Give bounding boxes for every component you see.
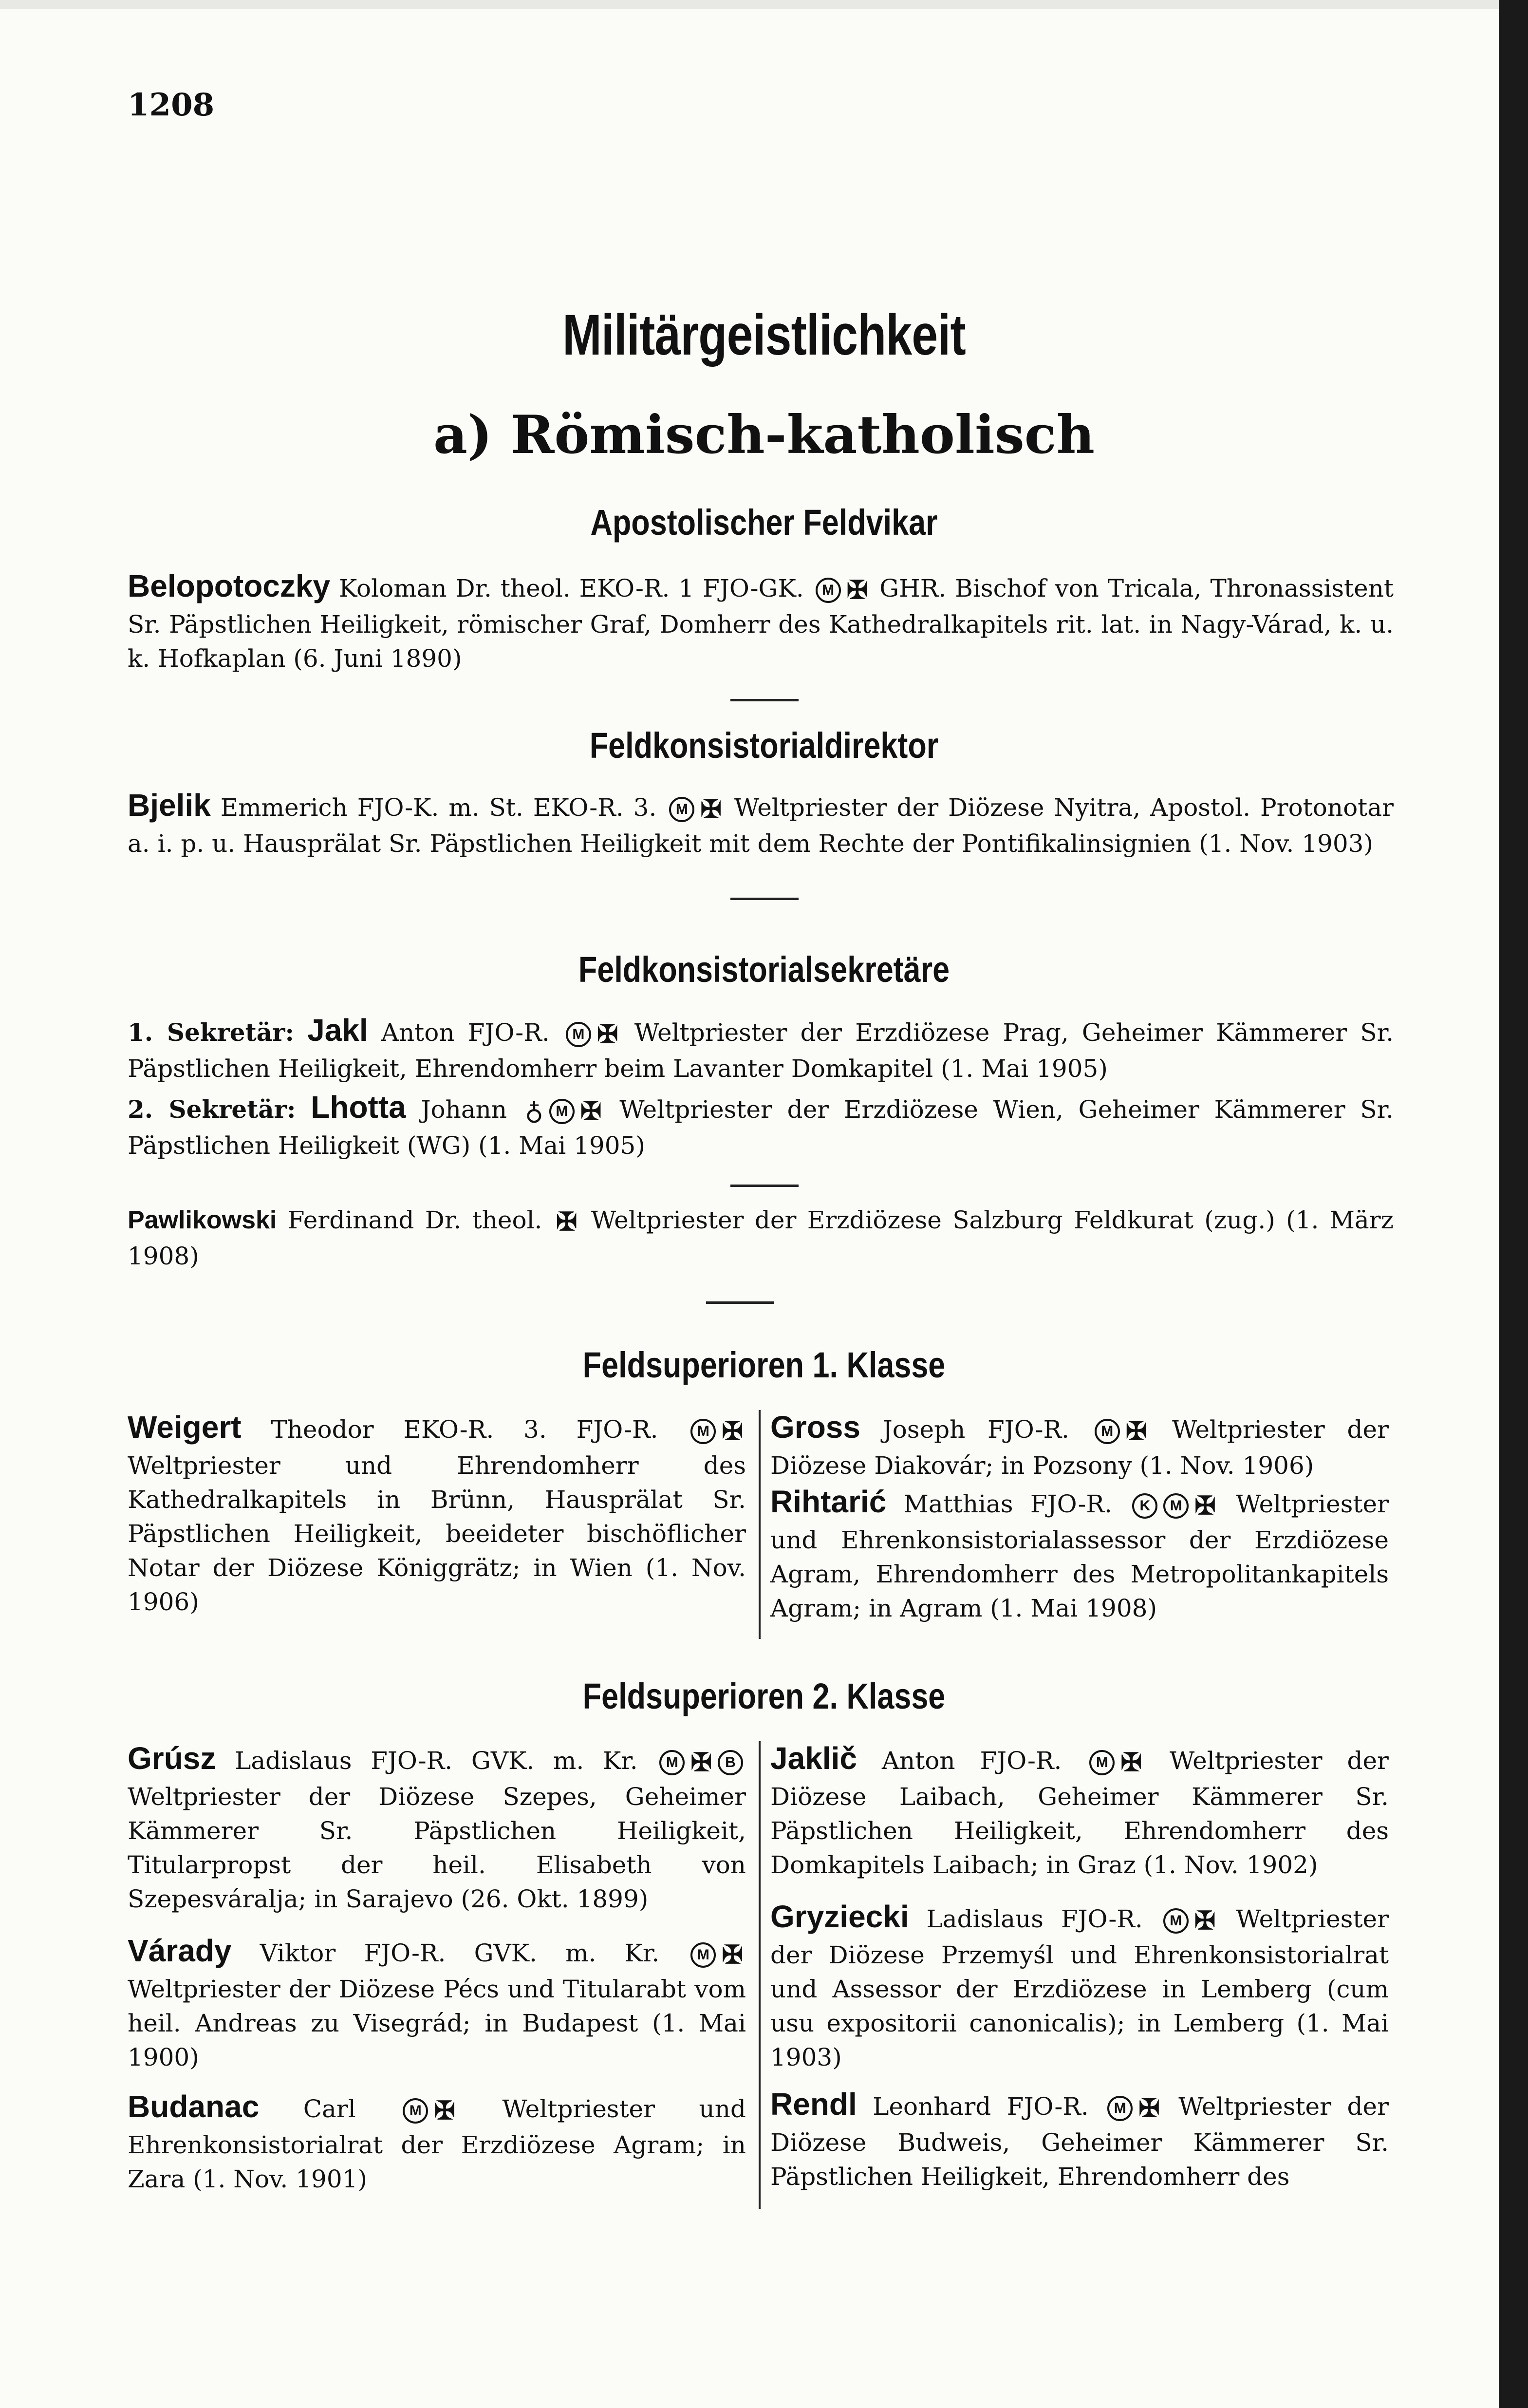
m-symbol-icon: M: [1107, 2096, 1133, 2121]
entry-text: Weltpriester der Erzdiözese Wien, Geheimer Kämmerer Sr. Päpstlichen Heiligkeit (WG) (1. Mai 1905): [128, 1095, 1394, 1160]
section-title-feldvikar: Apostolischer Feldvikar: [590, 502, 938, 543]
b-symbol-icon: B: [718, 1750, 743, 1775]
m-symbol-icon: M: [690, 1419, 716, 1444]
entry-bjelik: [128, 788, 1394, 861]
entry-text: Ladislaus FJO-R.: [926, 1905, 1143, 1933]
page-subtitle: a) Römisch-katholisch: [433, 404, 1095, 466]
cross-icon: ✠: [596, 1019, 618, 1049]
cross-icon: ✠: [722, 1940, 743, 1970]
column-divider: [759, 1410, 761, 1639]
entry-text: Anton FJO-R.: [381, 1018, 550, 1047]
entry-text: Weltpriester der Erzdiözese Prag, Geheimer Kämmerer Sr. Päpstlichen Heiligkeit, Ehrendomherr beim Lavanter Domkapitel (1. Mai 1905): [128, 1018, 1394, 1083]
entry-text: Johann: [421, 1095, 507, 1124]
entry-text: Weltpriester der Diözese Pécs und Titularabt vom heil. Andreas zu Visegrád; in Budapest (1. Mai 1900): [128, 1975, 746, 2071]
entry-text: Weltpriester und Ehrenkonsistorialassessor der Erzdiözese Agram, Ehrendomherr des Metropolitankapitels Agram; in Agram (1. Mai 1908): [770, 1490, 1389, 1622]
entry-label: 1. Sekretär:: [128, 1018, 294, 1047]
entry-text: Weltpriester der Diözese Szepes, Geheimer Kämmerer Sr. Päpstlichen Heiligkeit, Titularpropst der heil. Elisabeth von Szepesváralja; in Sarajevo (26. Okt. 1899): [128, 1783, 746, 1913]
entry-jaklic: [770, 1741, 1389, 1882]
entry-text: Ladislaus FJO-R. GVK. m. Kr.: [235, 1747, 638, 1775]
entry-gross: [770, 1410, 1389, 1483]
cross-icon: ✠: [580, 1096, 602, 1126]
page-title: Militärgeistlichkeit: [562, 303, 966, 367]
entry-text: Weltpriester und Ehrenkonsistorialrat der Erzdiözese Agram; in Zara (1. Nov. 1901): [128, 2095, 746, 2193]
m-symbol-icon: M: [1095, 1419, 1120, 1444]
entry-text: Weltpriester der Diözese Diakovár; in Pozsony (1. Nov. 1906): [770, 1415, 1389, 1480]
divider: [706, 1301, 774, 1304]
m-symbol-icon: M: [1089, 1750, 1115, 1775]
scan-edge-right: [1499, 0, 1528, 2408]
m-symbol-icon: M: [403, 2098, 428, 2124]
k-symbol-icon: K: [1132, 1493, 1157, 1519]
page-number: 1208: [128, 87, 215, 123]
entry-rihtaric: [770, 1485, 1389, 1625]
m-symbol-icon: M: [1163, 1493, 1189, 1519]
cross-icon: ✠: [1125, 1416, 1147, 1446]
entry-text: Joseph FJO-R.: [882, 1415, 1070, 1444]
entry-text: Anton FJO-R.: [881, 1747, 1062, 1775]
entry-name: Jakl: [307, 1013, 368, 1048]
m-symbol-icon: M: [690, 1942, 716, 1968]
section-title-direktor: Feldkonsistorialdirektor: [589, 725, 939, 766]
entry-name: Lhotta: [311, 1090, 406, 1125]
entry-rendl: [770, 2087, 1389, 2194]
entry-name: Gryziecki: [770, 1899, 909, 1934]
entry-jakl: [128, 1013, 1394, 1086]
entry-varady: [128, 1934, 746, 2074]
m-symbol-icon: M: [659, 1750, 685, 1775]
m-symbol-icon: M: [549, 1099, 575, 1124]
m-symbol-icon: M: [669, 797, 694, 822]
cross-icon: ✠: [1194, 1906, 1216, 1936]
entry-belopotoczky: [128, 569, 1394, 676]
entry-gryziecki: [770, 1900, 1389, 2074]
entry-budanac: [128, 2089, 746, 2196]
entry-text: Weltpriester der Diözese Laibach, Geheimer Kämmerer Sr. Päpstlichen Heiligkeit, Ehrendomherr des Domkapitels Laibach; in Graz (1. Nov. 1902): [770, 1747, 1389, 1879]
scan-edge-top: [0, 0, 1528, 9]
m-symbol-icon: M: [816, 578, 841, 603]
entry-grusz: [128, 1741, 746, 1916]
cross-icon: ✠: [1194, 1491, 1216, 1521]
entry-text: Viktor FJO-R. GVK. m. Kr.: [260, 1939, 660, 1967]
entry-text: Weltpriester der Diözese Nyitra, Apostol. Protonotar a. i. p. u. Hausprälat Sr. Päpstlichen Heiligkeit mit dem Rechte der Pontifikalinsignien (1. Nov. 1903): [128, 793, 1394, 858]
entry-name: Grúsz: [128, 1741, 216, 1776]
entry-name: Pawlikowski: [128, 1206, 277, 1234]
section-title-superioren2: Feldsuperioren 2. Klasse: [582, 1676, 946, 1716]
divider: [730, 898, 799, 900]
entry-name: Gross: [770, 1410, 860, 1445]
divider: [730, 1185, 799, 1187]
m-symbol-icon: M: [566, 1022, 591, 1047]
entry-name: Rendl: [770, 2087, 857, 2122]
entry-name: Jaklič: [770, 1741, 857, 1776]
entry-name: Budanac: [128, 2089, 260, 2124]
entry-name: Rihtarić: [770, 1484, 887, 1519]
cross-icon: ✠: [690, 1748, 712, 1777]
cross-icon: ✠: [1138, 2093, 1160, 2123]
entry-text: Koloman Dr. theol. EKO-R. 1 FJO-GK.: [339, 574, 804, 602]
m-symbol-icon: M: [1163, 1908, 1189, 1934]
divider: [730, 699, 799, 701]
entry-text: Weltpriester der Erzdiözese Salzburg Feldkurat (zug.) (1. März 1908): [128, 1206, 1394, 1270]
entry-text: Leonhard FJO-R.: [873, 2092, 1089, 2121]
cross-icon: ✠: [434, 2096, 455, 2126]
entry-text: Weltpriester und Ehrendomherr des Kathedralkapitels in Brünn, Hausprälat Sr. Päpstlichen Heiligkeit, beeideter bischöflicher Notar der Diözese Königgrätz; in Wien (1. Nov. 1906): [128, 1451, 746, 1616]
cross-icon: ✠: [722, 1416, 743, 1446]
entry-name: Bjelik: [128, 788, 211, 823]
column-divider: [759, 1741, 761, 2209]
cross-icon: ✠: [700, 794, 722, 824]
section-title-superioren1: Feldsuperioren 1. Klasse: [582, 1345, 946, 1385]
entry-name: Weigert: [128, 1410, 242, 1445]
entry-text: Weltpriester der Diözese Budweis, Geheimer Kämmerer Sr. Päpstlichen Heiligkeit, Ehrendomherr des: [770, 2092, 1389, 2191]
entry-name: Várady: [128, 1933, 232, 1968]
entry-name: Belopotoczky: [128, 568, 331, 603]
entry-weigert: [128, 1410, 746, 1619]
cross-icon: ✠: [556, 1207, 578, 1237]
cross-icon: ✠: [1120, 1748, 1142, 1777]
cross-icon: ✠: [846, 575, 868, 605]
entry-text: Ferdinand Dr. theol.: [287, 1206, 542, 1234]
bell-icon: ♁: [524, 1096, 543, 1126]
entry-pawlikowski: [128, 1203, 1394, 1273]
entry-text: Carl: [303, 2095, 356, 2123]
section-title-sekretaere: Feldkonsistorialsekretäre: [578, 949, 950, 990]
entry-text: Matthias FJO-R.: [903, 1490, 1112, 1518]
entry-text: Theodor EKO-R. 3. FJO-R.: [271, 1415, 658, 1444]
entry-lhotta: [128, 1090, 1394, 1163]
entry-text: GHR. Bischof von Tricala, Thronassistent Sr. Päpstlichen Heiligkeit, römischer Graf, Domherr des Kathedralkapitels rit. lat. in Nagy-Várad, k. u. k. Hofkaplan (6. Juni 1890): [128, 574, 1394, 673]
entry-text: Weltpriester der Diözese Przemyśl und Ehrenkonsistorialrat und Assessor der Erzdiözese in Lemberg (cum usu expositorii canonicalis); in Lemberg (1. Mai 1903): [770, 1905, 1389, 2071]
entry-label: 2. Sekretär:: [128, 1095, 296, 1124]
entry-text: Emmerich FJO-K. m. St. EKO-R. 3.: [220, 793, 657, 822]
